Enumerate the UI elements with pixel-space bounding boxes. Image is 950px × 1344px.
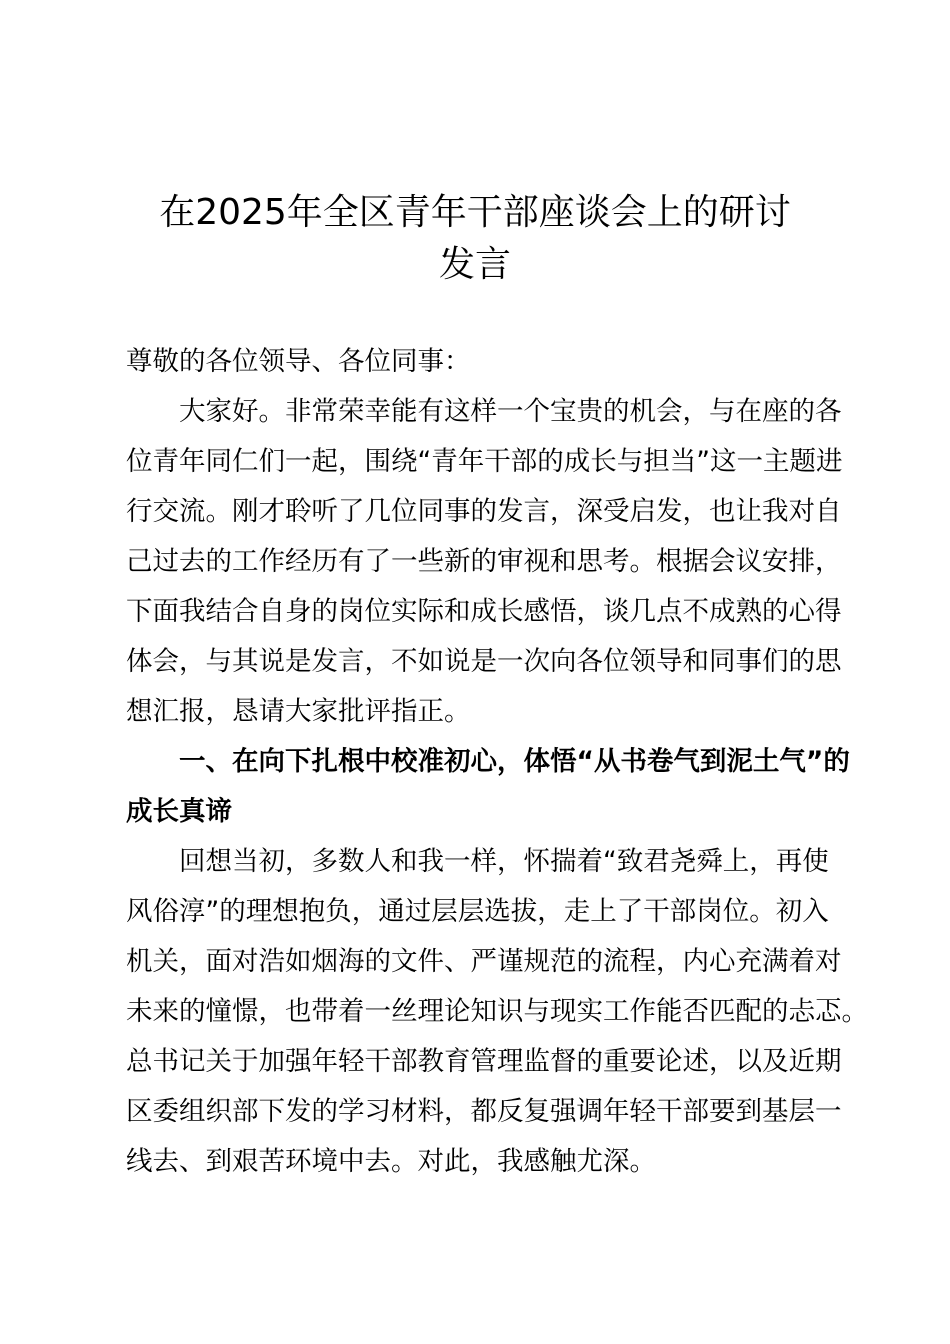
text-line: 己过去的工作经历有了一些新的审视和思考。根据会议安排， bbox=[126, 546, 842, 577]
text-line: 总书记关于加强年轻干部教育管理监督的重要论述，以及近期 bbox=[126, 1046, 842, 1077]
text-line: 大家好。非常荣幸能有这样一个宝贵的机会，与在座的各 bbox=[179, 396, 842, 427]
text-line: 想汇报，恳请大家批评指正。 bbox=[126, 696, 471, 727]
heading-line: 成长真谛 bbox=[126, 796, 232, 827]
title-line: 发言 bbox=[438, 244, 511, 285]
text-line: 线去、到艰苦环境中去。对此，我感触尤深。 bbox=[126, 1146, 656, 1177]
text-line: 未来的憧憬，也带着一丝理论知识与现实工作能否匹配的忐忑。 bbox=[126, 996, 868, 1027]
text-line: 回想当初，多数人和我一样，怀揣着“致君尧舜上，再使 bbox=[179, 846, 829, 877]
text-line: 位青年同仁们一起，围绕“青年干部的成长与担当”这一主题进 bbox=[126, 446, 843, 477]
text-line: 下面我结合自身的岗位实际和成长感悟，谈几点不成熟的心得 bbox=[126, 596, 842, 627]
text-line: 体会，与其说是发言，不如说是一次向各位领导和同事们的思 bbox=[126, 646, 842, 677]
greeting: 尊敬的各位领导、各位同事： bbox=[126, 346, 471, 377]
text-line: 机关，面对浩如烟海的文件、严谨规范的流程，内心充满着对 bbox=[126, 946, 842, 977]
text-line: 区委组织部下发的学习材料，都反复强调年轻干部要到基层一 bbox=[126, 1096, 842, 1127]
text-line: 行交流。刚才聆听了几位同事的发言，深受启发，也让我对自 bbox=[126, 496, 842, 527]
text-line: 风俗淳”的理想抱负，通过层层选拔，走上了干部岗位。初入 bbox=[126, 896, 829, 927]
heading-line: 一、在向下扎根中校准初心，体悟“从书卷气到泥土气”的 bbox=[179, 746, 850, 777]
title-line: 在2025年全区青年干部座谈会上的研讨 bbox=[159, 192, 791, 233]
